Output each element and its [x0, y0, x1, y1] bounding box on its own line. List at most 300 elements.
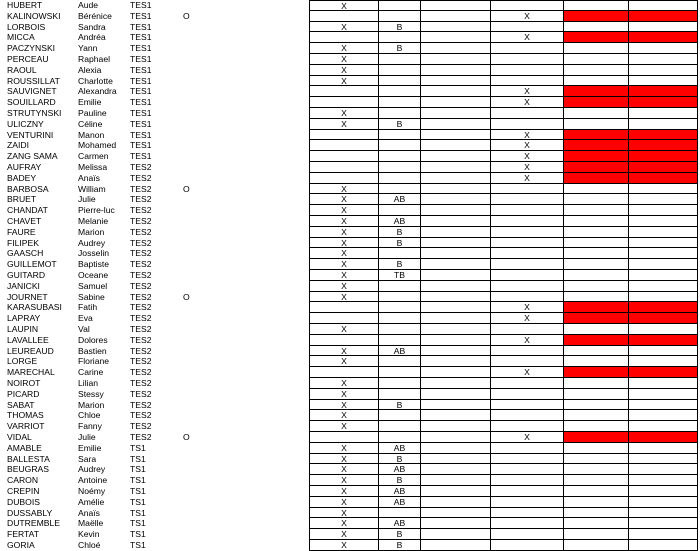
highlight-cell[interactable]: [629, 324, 698, 335]
highlight-cell[interactable]: [564, 464, 629, 475]
grid-cell-c2[interactable]: [379, 356, 421, 367]
grid-cell-c3[interactable]: [421, 227, 491, 238]
grid-cell-c4[interactable]: [491, 238, 564, 249]
highlight-cell[interactable]: [629, 421, 698, 432]
highlight-cell[interactable]: [629, 378, 698, 389]
grid-cell-c4[interactable]: [491, 508, 564, 519]
highlight-cell[interactable]: [629, 130, 698, 141]
grid-cell-c3[interactable]: [421, 497, 491, 508]
highlight-cell[interactable]: [564, 292, 629, 303]
highlight-cell[interactable]: [564, 421, 629, 432]
highlight-cell[interactable]: [564, 346, 629, 357]
grid-cell-c3[interactable]: [421, 86, 491, 97]
grid-cell-c1[interactable]: X: [309, 292, 379, 303]
highlight-cell[interactable]: [629, 162, 698, 173]
grid-cell-c2[interactable]: AB: [379, 497, 421, 508]
grid-cell-c2[interactable]: [379, 97, 421, 108]
grid-cell-c1[interactable]: X: [309, 108, 379, 119]
grid-cell-c4[interactable]: [491, 389, 564, 400]
grid-cell-c4[interactable]: X: [491, 86, 564, 97]
grid-cell-c3[interactable]: [421, 432, 491, 443]
grid-cell-c3[interactable]: [421, 259, 491, 270]
grid-cell-c4[interactable]: [491, 119, 564, 130]
highlight-cell[interactable]: [629, 86, 698, 97]
highlight-cell[interactable]: [629, 302, 698, 313]
grid-cell-c3[interactable]: [421, 205, 491, 216]
grid-cell-c3[interactable]: [421, 443, 491, 454]
grid-cell-c3[interactable]: [421, 464, 491, 475]
grid-cell-c2[interactable]: AB: [379, 216, 421, 227]
highlight-cell[interactable]: [629, 432, 698, 443]
grid-cell-c4[interactable]: [491, 324, 564, 335]
highlight-cell[interactable]: [564, 313, 629, 324]
highlight-cell[interactable]: [629, 173, 698, 184]
grid-cell-c2[interactable]: [379, 86, 421, 97]
grid-cell-c2[interactable]: B: [379, 119, 421, 130]
grid-cell-c3[interactable]: [421, 324, 491, 335]
grid-cell-c1[interactable]: X: [309, 43, 379, 54]
grid-cell-c4[interactable]: X: [491, 11, 564, 22]
highlight-cell[interactable]: [629, 43, 698, 54]
highlight-cell[interactable]: [629, 486, 698, 497]
highlight-cell[interactable]: [564, 65, 629, 76]
highlight-cell[interactable]: [629, 22, 698, 33]
highlight-cell[interactable]: [629, 32, 698, 43]
grid-cell-c1[interactable]: [309, 86, 379, 97]
grid-cell-c2[interactable]: B: [379, 540, 421, 551]
grid-cell-c1[interactable]: X: [309, 205, 379, 216]
grid-cell-c3[interactable]: [421, 0, 491, 11]
highlight-cell[interactable]: [629, 184, 698, 195]
grid-cell-c4[interactable]: [491, 356, 564, 367]
grid-cell-c1[interactable]: X: [309, 486, 379, 497]
highlight-cell[interactable]: [564, 22, 629, 33]
grid-cell-c4[interactable]: [491, 108, 564, 119]
grid-cell-c2[interactable]: [379, 508, 421, 519]
grid-cell-c1[interactable]: [309, 162, 379, 173]
grid-cell-c4[interactable]: [491, 454, 564, 465]
grid-cell-c1[interactable]: X: [309, 540, 379, 551]
highlight-cell[interactable]: [564, 130, 629, 141]
highlight-cell[interactable]: [564, 356, 629, 367]
grid-cell-c2[interactable]: [379, 313, 421, 324]
highlight-cell[interactable]: [629, 410, 698, 421]
grid-cell-c1[interactable]: X: [309, 454, 379, 465]
grid-cell-c4[interactable]: [491, 443, 564, 454]
highlight-cell[interactable]: [564, 0, 629, 11]
highlight-cell[interactable]: [564, 238, 629, 249]
highlight-cell[interactable]: [564, 432, 629, 443]
highlight-cell[interactable]: [564, 108, 629, 119]
highlight-cell[interactable]: [564, 259, 629, 270]
grid-cell-c2[interactable]: [379, 281, 421, 292]
grid-cell-c4[interactable]: X: [491, 162, 564, 173]
highlight-cell[interactable]: [629, 216, 698, 227]
highlight-cell[interactable]: [564, 335, 629, 346]
grid-cell-c2[interactable]: [379, 302, 421, 313]
highlight-cell[interactable]: [564, 119, 629, 130]
grid-cell-c1[interactable]: X: [309, 259, 379, 270]
grid-cell-c4[interactable]: [491, 410, 564, 421]
highlight-cell[interactable]: [564, 97, 629, 108]
grid-cell-c2[interactable]: [379, 130, 421, 141]
highlight-cell[interactable]: [629, 227, 698, 238]
grid-cell-c1[interactable]: X: [309, 238, 379, 249]
grid-cell-c3[interactable]: [421, 119, 491, 130]
highlight-cell[interactable]: [629, 281, 698, 292]
grid-cell-c1[interactable]: [309, 130, 379, 141]
grid-cell-c4[interactable]: [491, 400, 564, 411]
grid-cell-c2[interactable]: [379, 248, 421, 259]
grid-cell-c2[interactable]: [379, 367, 421, 378]
grid-cell-c1[interactable]: [309, 313, 379, 324]
grid-cell-c3[interactable]: [421, 302, 491, 313]
highlight-cell[interactable]: [564, 11, 629, 22]
grid-cell-c1[interactable]: X: [309, 65, 379, 76]
grid-cell-c3[interactable]: [421, 130, 491, 141]
grid-cell-c2[interactable]: [379, 65, 421, 76]
grid-cell-c1[interactable]: X: [309, 0, 379, 11]
grid-cell-c1[interactable]: [309, 302, 379, 313]
grid-cell-c4[interactable]: [491, 43, 564, 54]
highlight-cell[interactable]: [629, 292, 698, 303]
grid-cell-c3[interactable]: [421, 540, 491, 551]
grid-cell-c3[interactable]: [421, 486, 491, 497]
grid-cell-c1[interactable]: [309, 11, 379, 22]
highlight-cell[interactable]: [629, 97, 698, 108]
highlight-cell[interactable]: [564, 324, 629, 335]
grid-cell-c4[interactable]: X: [491, 313, 564, 324]
grid-cell-c3[interactable]: [421, 32, 491, 43]
highlight-cell[interactable]: [629, 65, 698, 76]
highlight-cell[interactable]: [564, 410, 629, 421]
grid-cell-c3[interactable]: [421, 378, 491, 389]
grid-cell-c3[interactable]: [421, 173, 491, 184]
grid-cell-c2[interactable]: AB: [379, 518, 421, 529]
grid-cell-c2[interactable]: [379, 0, 421, 11]
highlight-cell[interactable]: [629, 270, 698, 281]
highlight-cell[interactable]: [629, 497, 698, 508]
grid-cell-c4[interactable]: [491, 346, 564, 357]
highlight-cell[interactable]: [564, 205, 629, 216]
highlight-cell[interactable]: [629, 194, 698, 205]
grid-cell-c2[interactable]: [379, 378, 421, 389]
highlight-cell[interactable]: [564, 540, 629, 551]
grid-cell-c2[interactable]: B: [379, 259, 421, 270]
grid-cell-c3[interactable]: [421, 292, 491, 303]
grid-cell-c2[interactable]: [379, 54, 421, 65]
grid-cell-c3[interactable]: [421, 194, 491, 205]
grid-cell-c1[interactable]: [309, 432, 379, 443]
highlight-cell[interactable]: [564, 173, 629, 184]
grid-cell-c3[interactable]: [421, 367, 491, 378]
highlight-cell[interactable]: [629, 346, 698, 357]
grid-cell-c2[interactable]: [379, 292, 421, 303]
highlight-cell[interactable]: [564, 497, 629, 508]
highlight-cell[interactable]: [564, 162, 629, 173]
highlight-cell[interactable]: [564, 508, 629, 519]
grid-cell-c2[interactable]: B: [379, 475, 421, 486]
highlight-cell[interactable]: [629, 540, 698, 551]
grid-cell-c2[interactable]: [379, 335, 421, 346]
highlight-cell[interactable]: [629, 454, 698, 465]
grid-cell-c4[interactable]: [491, 22, 564, 33]
grid-cell-c2[interactable]: B: [379, 227, 421, 238]
grid-cell-c4[interactable]: X: [491, 140, 564, 151]
highlight-cell[interactable]: [564, 281, 629, 292]
grid-cell-c3[interactable]: [421, 421, 491, 432]
grid-cell-c4[interactable]: [491, 184, 564, 195]
grid-cell-c3[interactable]: [421, 238, 491, 249]
highlight-cell[interactable]: [629, 356, 698, 367]
grid-cell-c1[interactable]: X: [309, 346, 379, 357]
grid-cell-c1[interactable]: [309, 367, 379, 378]
grid-cell-c2[interactable]: AB: [379, 346, 421, 357]
grid-cell-c1[interactable]: X: [309, 475, 379, 486]
highlight-cell[interactable]: [564, 216, 629, 227]
highlight-cell[interactable]: [564, 32, 629, 43]
grid-cell-c4[interactable]: [491, 292, 564, 303]
grid-cell-c4[interactable]: X: [491, 97, 564, 108]
highlight-cell[interactable]: [629, 475, 698, 486]
grid-cell-c3[interactable]: [421, 54, 491, 65]
grid-cell-c4[interactable]: [491, 248, 564, 259]
highlight-cell[interactable]: [629, 76, 698, 87]
grid-cell-c1[interactable]: [309, 151, 379, 162]
highlight-cell[interactable]: [564, 486, 629, 497]
grid-cell-c3[interactable]: [421, 22, 491, 33]
grid-cell-c1[interactable]: X: [309, 248, 379, 259]
grid-cell-c3[interactable]: [421, 508, 491, 519]
grid-cell-c1[interactable]: [309, 173, 379, 184]
grid-cell-c1[interactable]: X: [309, 529, 379, 540]
grid-cell-c2[interactable]: [379, 432, 421, 443]
grid-cell-c1[interactable]: X: [309, 400, 379, 411]
grid-cell-c1[interactable]: X: [309, 227, 379, 238]
grid-cell-c3[interactable]: [421, 140, 491, 151]
grid-cell-c1[interactable]: X: [309, 421, 379, 432]
grid-cell-c1[interactable]: X: [309, 378, 379, 389]
grid-cell-c4[interactable]: [491, 227, 564, 238]
grid-cell-c2[interactable]: TB: [379, 270, 421, 281]
grid-cell-c1[interactable]: [309, 97, 379, 108]
grid-cell-c4[interactable]: [491, 378, 564, 389]
highlight-cell[interactable]: [629, 119, 698, 130]
grid-cell-c2[interactable]: [379, 389, 421, 400]
highlight-cell[interactable]: [564, 389, 629, 400]
grid-cell-c1[interactable]: X: [309, 119, 379, 130]
grid-cell-c2[interactable]: [379, 184, 421, 195]
grid-cell-c4[interactable]: X: [491, 367, 564, 378]
grid-cell-c4[interactable]: [491, 270, 564, 281]
highlight-cell[interactable]: [629, 11, 698, 22]
highlight-cell[interactable]: [564, 475, 629, 486]
grid-cell-c3[interactable]: [421, 356, 491, 367]
grid-cell-c2[interactable]: AB: [379, 443, 421, 454]
highlight-cell[interactable]: [629, 259, 698, 270]
grid-cell-c4[interactable]: [491, 497, 564, 508]
grid-cell-c4[interactable]: [491, 529, 564, 540]
highlight-cell[interactable]: [629, 151, 698, 162]
highlight-cell[interactable]: [564, 76, 629, 87]
grid-cell-c4[interactable]: [491, 421, 564, 432]
grid-cell-c1[interactable]: X: [309, 216, 379, 227]
grid-cell-c2[interactable]: AB: [379, 464, 421, 475]
grid-cell-c2[interactable]: B: [379, 454, 421, 465]
grid-cell-c4[interactable]: [491, 76, 564, 87]
highlight-cell[interactable]: [629, 518, 698, 529]
highlight-cell[interactable]: [629, 248, 698, 259]
grid-cell-c3[interactable]: [421, 389, 491, 400]
grid-cell-c3[interactable]: [421, 335, 491, 346]
highlight-cell[interactable]: [564, 270, 629, 281]
highlight-cell[interactable]: [564, 151, 629, 162]
grid-cell-c4[interactable]: [491, 540, 564, 551]
highlight-cell[interactable]: [629, 140, 698, 151]
grid-cell-c2[interactable]: B: [379, 529, 421, 540]
grid-cell-c2[interactable]: [379, 32, 421, 43]
grid-cell-c4[interactable]: [491, 194, 564, 205]
grid-cell-c3[interactable]: [421, 65, 491, 76]
highlight-cell[interactable]: [629, 238, 698, 249]
highlight-cell[interactable]: [564, 367, 629, 378]
grid-cell-c4[interactable]: [491, 216, 564, 227]
grid-cell-c2[interactable]: AB: [379, 194, 421, 205]
grid-cell-c3[interactable]: [421, 162, 491, 173]
grid-cell-c3[interactable]: [421, 475, 491, 486]
highlight-cell[interactable]: [629, 464, 698, 475]
highlight-cell[interactable]: [564, 227, 629, 238]
grid-cell-c4[interactable]: [491, 518, 564, 529]
grid-cell-c1[interactable]: X: [309, 281, 379, 292]
grid-cell-c2[interactable]: [379, 162, 421, 173]
grid-cell-c1[interactable]: X: [309, 54, 379, 65]
grid-cell-c4[interactable]: [491, 486, 564, 497]
grid-cell-c2[interactable]: [379, 11, 421, 22]
grid-cell-c3[interactable]: [421, 529, 491, 540]
grid-cell-c4[interactable]: X: [491, 130, 564, 141]
highlight-cell[interactable]: [564, 529, 629, 540]
grid-cell-c1[interactable]: X: [309, 270, 379, 281]
highlight-cell[interactable]: [564, 54, 629, 65]
grid-cell-c1[interactable]: X: [309, 389, 379, 400]
grid-cell-c2[interactable]: B: [379, 22, 421, 33]
grid-cell-c3[interactable]: [421, 410, 491, 421]
highlight-cell[interactable]: [629, 0, 698, 11]
grid-cell-c1[interactable]: X: [309, 508, 379, 519]
grid-cell-c1[interactable]: X: [309, 497, 379, 508]
highlight-cell[interactable]: [564, 400, 629, 411]
grid-cell-c1[interactable]: X: [309, 184, 379, 195]
highlight-cell[interactable]: [629, 389, 698, 400]
grid-cell-c2[interactable]: [379, 410, 421, 421]
grid-cell-c2[interactable]: B: [379, 400, 421, 411]
grid-cell-c4[interactable]: X: [491, 302, 564, 313]
grid-cell-c4[interactable]: X: [491, 432, 564, 443]
highlight-cell[interactable]: [629, 529, 698, 540]
highlight-cell[interactable]: [629, 508, 698, 519]
highlight-cell[interactable]: [629, 205, 698, 216]
grid-cell-c2[interactable]: [379, 421, 421, 432]
grid-cell-c2[interactable]: B: [379, 43, 421, 54]
highlight-cell[interactable]: [629, 313, 698, 324]
grid-cell-c4[interactable]: X: [491, 173, 564, 184]
grid-cell-c3[interactable]: [421, 281, 491, 292]
highlight-cell[interactable]: [629, 54, 698, 65]
grid-cell-c1[interactable]: X: [309, 194, 379, 205]
highlight-cell[interactable]: [564, 302, 629, 313]
grid-cell-c3[interactable]: [421, 454, 491, 465]
grid-cell-c3[interactable]: [421, 151, 491, 162]
highlight-cell[interactable]: [564, 86, 629, 97]
grid-cell-c1[interactable]: X: [309, 518, 379, 529]
highlight-cell[interactable]: [564, 248, 629, 259]
grid-cell-c1[interactable]: X: [309, 410, 379, 421]
grid-cell-c3[interactable]: [421, 184, 491, 195]
highlight-cell[interactable]: [564, 518, 629, 529]
grid-cell-c4[interactable]: X: [491, 151, 564, 162]
highlight-cell[interactable]: [629, 443, 698, 454]
grid-cell-c2[interactable]: AB: [379, 486, 421, 497]
highlight-cell[interactable]: [564, 194, 629, 205]
grid-cell-c3[interactable]: [421, 346, 491, 357]
highlight-cell[interactable]: [629, 108, 698, 119]
highlight-cell[interactable]: [564, 140, 629, 151]
grid-cell-c2[interactable]: [379, 108, 421, 119]
grid-cell-c3[interactable]: [421, 518, 491, 529]
grid-cell-c4[interactable]: [491, 205, 564, 216]
highlight-cell[interactable]: [564, 443, 629, 454]
grid-cell-c3[interactable]: [421, 216, 491, 227]
grid-cell-c3[interactable]: [421, 270, 491, 281]
grid-cell-c4[interactable]: [491, 0, 564, 11]
grid-cell-c4[interactable]: [491, 259, 564, 270]
grid-cell-c3[interactable]: [421, 11, 491, 22]
grid-cell-c2[interactable]: [379, 324, 421, 335]
grid-cell-c4[interactable]: [491, 54, 564, 65]
grid-cell-c2[interactable]: [379, 205, 421, 216]
grid-cell-c4[interactable]: [491, 475, 564, 486]
highlight-cell[interactable]: [629, 400, 698, 411]
grid-cell-c4[interactable]: X: [491, 335, 564, 346]
grid-cell-c3[interactable]: [421, 76, 491, 87]
grid-cell-c1[interactable]: X: [309, 76, 379, 87]
grid-cell-c3[interactable]: [421, 400, 491, 411]
grid-cell-c3[interactable]: [421, 97, 491, 108]
grid-cell-c3[interactable]: [421, 43, 491, 54]
grid-cell-c3[interactable]: [421, 313, 491, 324]
grid-cell-c1[interactable]: [309, 335, 379, 346]
grid-cell-c1[interactable]: X: [309, 464, 379, 475]
grid-cell-c1[interactable]: X: [309, 356, 379, 367]
grid-cell-c1[interactable]: X: [309, 22, 379, 33]
grid-cell-c4[interactable]: [491, 281, 564, 292]
grid-cell-c4[interactable]: [491, 65, 564, 76]
grid-cell-c1[interactable]: X: [309, 324, 379, 335]
grid-cell-c2[interactable]: [379, 76, 421, 87]
highlight-cell[interactable]: [629, 367, 698, 378]
grid-cell-c4[interactable]: X: [491, 32, 564, 43]
grid-cell-c4[interactable]: [491, 464, 564, 475]
highlight-cell[interactable]: [564, 454, 629, 465]
grid-cell-c1[interactable]: [309, 32, 379, 43]
grid-cell-c2[interactable]: [379, 173, 421, 184]
highlight-cell[interactable]: [564, 43, 629, 54]
highlight-cell[interactable]: [629, 335, 698, 346]
grid-cell-c2[interactable]: B: [379, 238, 421, 249]
grid-cell-c3[interactable]: [421, 108, 491, 119]
highlight-cell[interactable]: [564, 378, 629, 389]
